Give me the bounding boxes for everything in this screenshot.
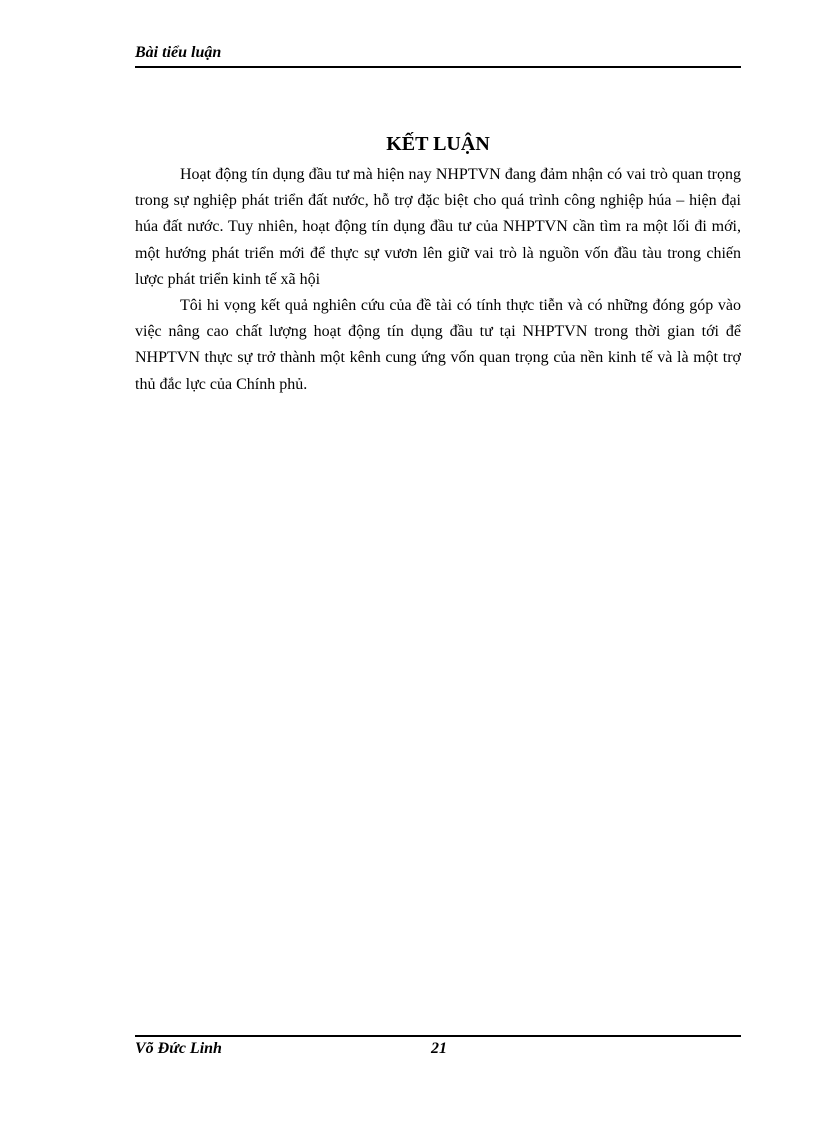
header-divider (135, 66, 741, 68)
paragraph: Tôi hi vọng kết quả nghiên cứu của đề tài có tính thực tiễn và có những đóng góp vào việc nâng cao chất lượng hoạt động tín dụng đầu tư tại NHPTVN trong thời gian tới để NHPTVN thực sự trở thành một kênh cung ứng vốn quan trọng của nền kinh tế và là một trợ thủ đắc lực của Chính phủ. (135, 297, 741, 393)
header-title: Bài tiểu luận (135, 44, 222, 61)
paragraph: Hoạt động tín dụng đầu tư mà hiện nay NHPTVN đang đảm nhận có vai trò quan trọng trong sự nghiệp phát triển đất nước, hỗ trợ đặc biệt cho quá trình công nghiệp húa – hiện đại húa đất nước. Tuy nhiên, hoạt động tín dụng đầu tư của NHPTVN cần tìm ra một lối đi mới, một hướng phát triển mới để thực sự vươn lên giữ vai trò là nguồn vốn đầu tàu trong chiến lược phát triển kinh tế xã hội (135, 166, 741, 288)
body-text (135, 162, 741, 398)
section-heading: KẾT LUẬN (386, 133, 490, 155)
footer-author: Võ Đức Linh (135, 1040, 222, 1057)
footer-divider (135, 1035, 741, 1037)
page-number: 21 (431, 1040, 447, 1057)
